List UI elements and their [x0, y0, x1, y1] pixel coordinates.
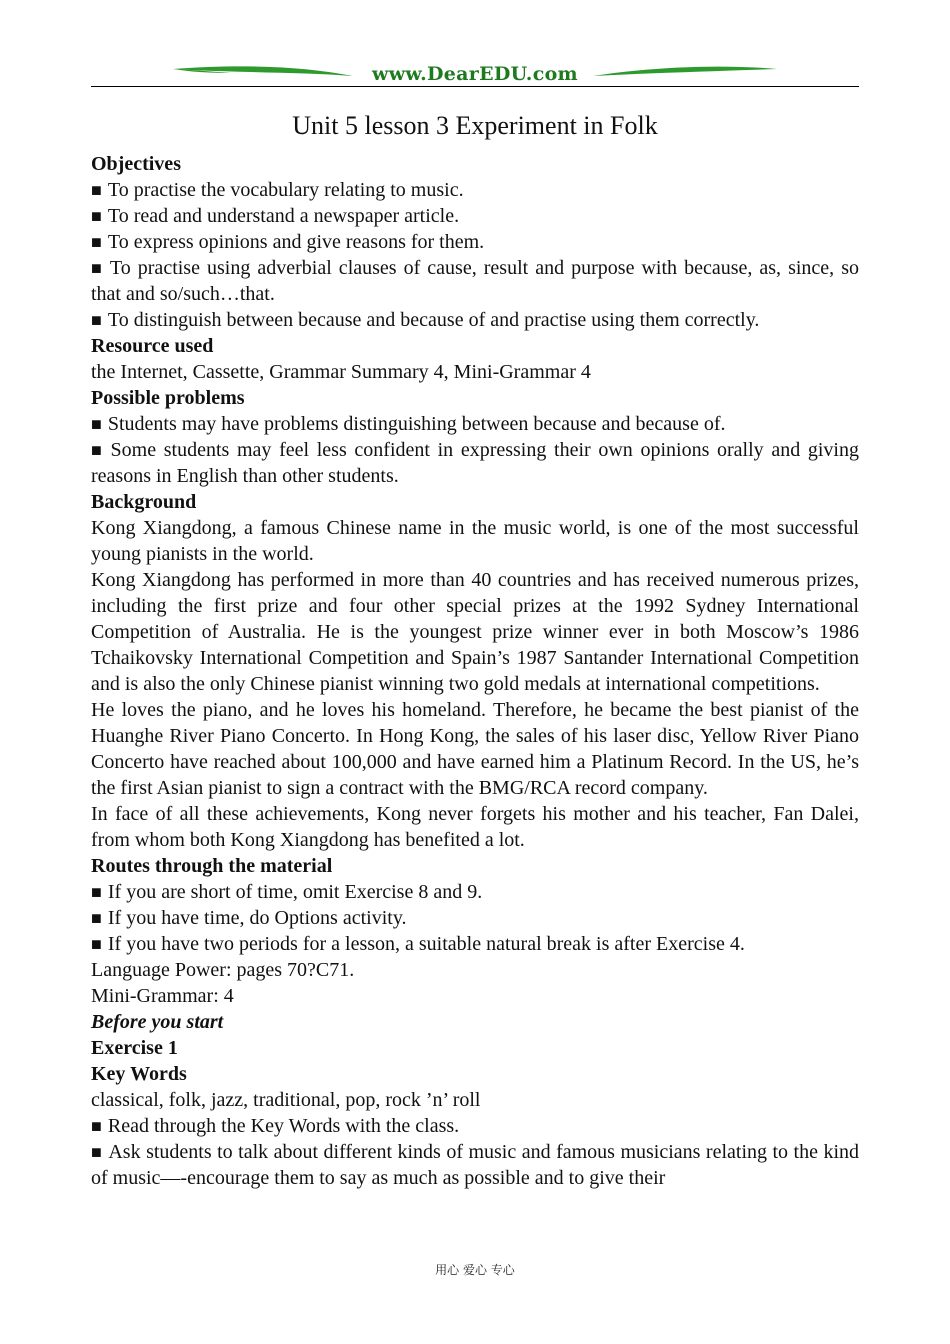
bullet-icon: ■ — [91, 440, 105, 460]
list-item: ■ Some students may feel less confident in expressing their own opinions orally and giving reasons in English than other students. — [91, 439, 859, 487]
site-brand: www.DearEDU.com — [372, 63, 578, 85]
background-paragraph: Kong Xiangdong has performed in more than 40 countries and has received numerous prizes, including the first prize and four other special prizes at the 1992 Sydney International Competition of Australia. He is the youngest prize winner ever in both Moscow’s 1986 Tchaikovsky International Competition and Spain’s 1987 Santander International Competition and is also the only Chinese pianist winning two gold medals at international competitions. — [91, 569, 859, 695]
bullet-icon: ■ — [91, 180, 102, 200]
background-paragraph: Kong Xiangdong, a famous Chinese name in the music world, is one of the most successful young pianists in the world. — [91, 517, 859, 565]
list-item: ■ If you have two periods for a lesson, a suitable natural break is after Exercise 4. — [91, 933, 745, 955]
list-item: ■ Students may have problems distinguishing between because and because of. — [91, 413, 726, 435]
background-paragraph: He loves the piano, and he loves his homeland. Therefore, he became the best pianist of the Huanghe River Piano Concerto. In Hong Kong, the sales of his laser disc, Yellow River Piano Concerto have reached about 100,000 and have earned him a Platinum Record. In the US, he’s the first Asian pianist to sign a contract with the BMG/RCA record company. — [91, 699, 859, 799]
before-heading: Before you start — [91, 1011, 224, 1033]
background-paragraph: In face of all these achievements, Kong never forgets his mother and his teacher, Fan Dalei, from whom both Kong Xiangdong has benefited a lot. — [91, 803, 859, 851]
list-item: ■ To practise the vocabulary relating to music. — [91, 179, 464, 201]
bullet-icon: ■ — [91, 206, 102, 226]
list-item: ■ To express opinions and give reasons for them. — [91, 231, 485, 253]
bullet-icon: ■ — [91, 908, 102, 928]
resource-heading: Resource used — [91, 335, 214, 357]
key-words-list: classical, folk, jazz, traditional, pop, rock ’n’ roll — [91, 1089, 481, 1111]
list-item: ■ Read through the Key Words with the class. — [91, 1115, 460, 1137]
document-body — [91, 151, 859, 1191]
language-power: Language Power: pages 70?C71. — [91, 959, 355, 981]
bullet-icon: ■ — [91, 882, 102, 902]
list-item: ■ If you are short of time, omit Exercise 8 and 9. — [91, 881, 483, 903]
bullet-icon: ■ — [91, 414, 102, 434]
list-item: ■ To practise using adverbial clauses of cause, result and purpose with because, as, since, so that and so/such…that. — [91, 257, 859, 305]
resource-text: the Internet, Cassette, Grammar Summary 4, Mini-Grammar 4 — [91, 361, 591, 383]
bullet-icon: ■ — [91, 934, 102, 954]
key-words-heading: Key Words — [91, 1063, 187, 1085]
background-heading: Background — [91, 491, 197, 513]
list-item: ■ If you have time, do Options activity. — [91, 907, 407, 929]
objectives-heading: Objectives — [91, 153, 181, 175]
bullet-icon: ■ — [91, 1142, 103, 1162]
problems-heading: Possible problems — [91, 387, 245, 409]
list-item: ■ To distinguish between because and because of and practise using them correctly. — [91, 309, 760, 331]
list-item: ■ To read and understand a newspaper article. — [91, 205, 460, 227]
page-header — [91, 60, 859, 90]
bullet-icon: ■ — [91, 1116, 102, 1136]
mini-grammar: Mini-Grammar: 4 — [91, 985, 234, 1007]
bullet-icon: ■ — [91, 232, 102, 252]
header-rule — [91, 86, 859, 87]
page-footer: 用心 爱心 专心 — [435, 1263, 515, 1277]
bullet-icon: ■ — [91, 258, 104, 278]
bullet-icon: ■ — [91, 310, 102, 330]
exercise-heading: Exercise 1 — [91, 1037, 178, 1059]
page-title: Unit 5 lesson 3 Experiment in Folk — [292, 111, 658, 140]
list-item: ■ Ask students to talk about different kinds of music and famous musicians relating to the kind of music—-encourage them to say as much as possible and to give their — [91, 1141, 859, 1189]
routes-heading: Routes through the material — [91, 855, 333, 877]
